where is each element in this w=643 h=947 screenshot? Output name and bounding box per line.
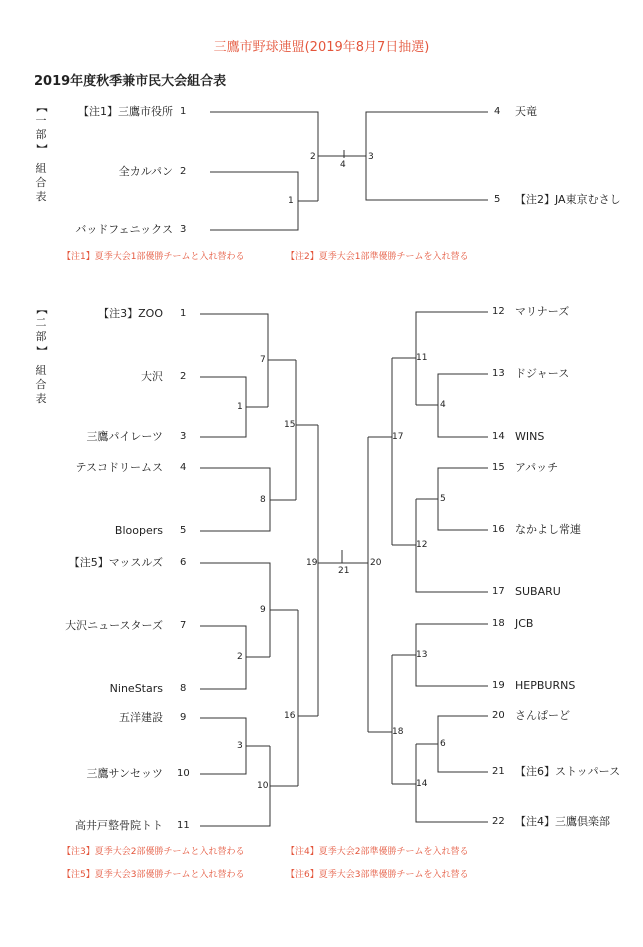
page-subtitle: 2019年度秋季兼市民大会組合表: [34, 74, 227, 89]
div1-note: 【注1】夏季大会1部優勝チームと入れ替わる: [62, 252, 245, 262]
div2-game5-bracket: [416, 468, 488, 530]
div1-team-name: バッドフェニックス: [75, 223, 173, 236]
div2-team-name: 大沢ニュースターズ: [65, 619, 163, 632]
div2-game-number: 2: [237, 652, 243, 662]
div1-team-num: 3: [180, 224, 187, 235]
div2-label: [34, 302, 48, 406]
div1-team-num: 1: [180, 106, 187, 117]
div2-note: 【注3】夏季大会2部優勝チームと入れ替わる: [62, 847, 245, 857]
div2-team-num: 20: [492, 710, 505, 721]
div2-team-num: 5: [180, 525, 187, 536]
div2-team-num: 22: [492, 816, 505, 827]
div2-game10-bracket: [200, 746, 298, 826]
div2-game-number: 6: [440, 739, 446, 749]
div2-game-number: 20: [370, 558, 382, 568]
div2-note: 【注4】夏季大会2部準優勝チームを入れ替る: [286, 847, 469, 857]
div2-team-num: 15: [492, 462, 505, 473]
div1-game-number: 4: [340, 160, 346, 170]
div2-team-name: NineStars: [109, 682, 163, 695]
div2-game-number: 3: [237, 741, 243, 751]
div2-team-name: 大沢: [141, 370, 163, 383]
div2-game-number: 16: [284, 711, 296, 721]
div2-game-number: 18: [392, 727, 404, 737]
div2-label-char: 二: [35, 316, 47, 329]
div2-team-name: 【注3】ZOO: [98, 307, 163, 320]
div2-team-name: 三鷹パイレーツ: [86, 430, 163, 443]
div2-team-name: Bloopers: [114, 524, 163, 537]
div2-note: 【注5】夏季大会3部優勝チームと入れ替わる: [62, 870, 245, 880]
div2-game-number: 9: [260, 605, 266, 615]
div2-team-name: 三鷹サンセッツ: [86, 767, 163, 780]
div1-note: 【注2】夏季大会1部準優勝チームを入れ替る: [286, 252, 469, 262]
div2-team-name: アパッチ: [515, 461, 559, 474]
div1-label-close: 】: [35, 143, 48, 155]
div2-game-number: 13: [416, 650, 428, 660]
div2-team-num: 17: [492, 586, 505, 597]
div1-game1-bracket: [210, 172, 318, 230]
div2-game3-bracket: [200, 718, 270, 774]
div2-label-hyo: 表: [35, 392, 47, 405]
div2-game-number: 7: [260, 355, 266, 365]
div2-game8-bracket: [200, 468, 296, 500]
div2-game-number: 17: [392, 432, 404, 442]
div2-team-name: WINS: [515, 430, 545, 443]
div2-team-num: 19: [492, 680, 505, 691]
div2-game9-bracket: [200, 563, 298, 657]
div2-game1-bracket: [200, 377, 268, 437]
div2-game7-bracket: [200, 314, 296, 407]
div2-team-name: 五洋建設: [119, 711, 163, 724]
div2-team-name: JCB: [515, 617, 534, 630]
div2-team-name: さんぱーど: [515, 709, 570, 722]
div1-team-num: 2: [180, 166, 187, 177]
div2-team-name: 【注4】三鷹倶楽部: [515, 815, 610, 828]
div2-game11-bracket: [392, 312, 488, 405]
div2-team-name: ドジャース: [515, 367, 570, 380]
div2-team-name: HEPBURNS: [515, 679, 576, 692]
div1-label-open: 【: [35, 101, 48, 113]
div2-game12-bracket: [392, 499, 488, 592]
div1-label-char: 一: [35, 114, 47, 127]
div2-label-kumi: 組: [35, 364, 47, 377]
div2-team-num: 14: [492, 431, 505, 442]
div2-game16-bracket: [298, 610, 318, 786]
div2-label-ai: 合: [35, 378, 47, 391]
div1-label-bu: 部: [35, 128, 47, 141]
div1-team-name: 全カルパン: [118, 165, 173, 178]
div1-label-ai: 合: [35, 176, 47, 189]
div2-team-name: マリナーズ: [515, 305, 570, 318]
div2-game-number: 8: [260, 495, 266, 505]
div2-team-num: 12: [492, 306, 505, 317]
div2-game-number: 11: [416, 353, 428, 363]
div1-game-number: 1: [288, 196, 294, 206]
div2-game4-bracket: [416, 374, 488, 437]
div2-game-number: 4: [440, 400, 446, 410]
div2-game18-bracket: [368, 655, 392, 784]
div2-team-num: 18: [492, 618, 505, 629]
div2-team-name: 高井戸整骨院トト: [75, 819, 163, 832]
div2-game15-bracket: [296, 360, 318, 500]
div2-team-num: 4: [180, 462, 187, 473]
div2-game-number: 10: [257, 781, 269, 791]
div2-team-name: 【注5】マッスルズ: [68, 556, 163, 569]
div2-team-num: 3: [180, 431, 187, 442]
div2-team-name: なかよし常連: [515, 523, 581, 536]
div2-team-num: 21: [492, 766, 505, 777]
div1-team-name: 天竜: [515, 105, 537, 118]
div2-team-num: 11: [177, 820, 190, 831]
div2-game-number: 5: [440, 494, 446, 504]
div2-game2-bracket: [200, 626, 270, 689]
div2-team-name: テスコドリームス: [75, 461, 163, 474]
div2-game14-bracket: [392, 744, 488, 822]
div2-note: 【注6】夏季大会3部準優勝チームを入れ替る: [286, 870, 469, 880]
div1-label-hyo: 表: [35, 190, 47, 203]
div2-game-number: 15: [284, 420, 296, 430]
div2-game6-bracket: [416, 716, 488, 772]
div2-game13-bracket: [392, 624, 488, 686]
div2-label-open: 【: [35, 303, 48, 315]
div2-team-num: 7: [180, 620, 187, 631]
div2-team-name: 【注6】ストッパース: [515, 765, 621, 778]
div2-team-num: 1: [180, 308, 187, 319]
div2-team-num: 13: [492, 368, 505, 379]
div2-game-number: 14: [416, 779, 428, 789]
div1-team-name: 【注1】三鷹市役所: [78, 105, 173, 118]
div2-label-bu: 部: [35, 330, 47, 343]
div2-game-number: 21: [338, 566, 350, 576]
div2-game-number: 19: [306, 558, 318, 568]
div2-team-num: 8: [180, 683, 187, 694]
div1-team-num: 5: [494, 194, 501, 205]
page-title: 三鷹市野球連盟(2019年8月7日抽選): [213, 40, 430, 55]
div1-team-name: 【注2】JA東京むさし: [515, 193, 621, 206]
div2-team-num: 9: [180, 712, 187, 723]
div1-game3-bracket: [366, 112, 488, 200]
div1-label: [34, 100, 48, 204]
div2-game17-bracket: [368, 358, 392, 545]
div1-game-number: 2: [310, 152, 316, 162]
div2-game-number: 12: [416, 540, 428, 550]
div1-game2-bracket: [210, 112, 366, 201]
div2-team-num: 6: [180, 557, 187, 568]
div2-team-name: SUBARU: [515, 585, 561, 598]
div2-game-number: 1: [237, 402, 243, 412]
div1-label-kumi: 組: [35, 162, 47, 175]
div2-team-num: 2: [180, 371, 187, 382]
div1-team-num: 4: [494, 106, 501, 117]
div2-team-num: 10: [177, 768, 190, 779]
div1-game-number: 3: [368, 152, 374, 162]
div2-label-close: 】: [35, 345, 48, 357]
div2-team-num: 16: [492, 524, 505, 535]
